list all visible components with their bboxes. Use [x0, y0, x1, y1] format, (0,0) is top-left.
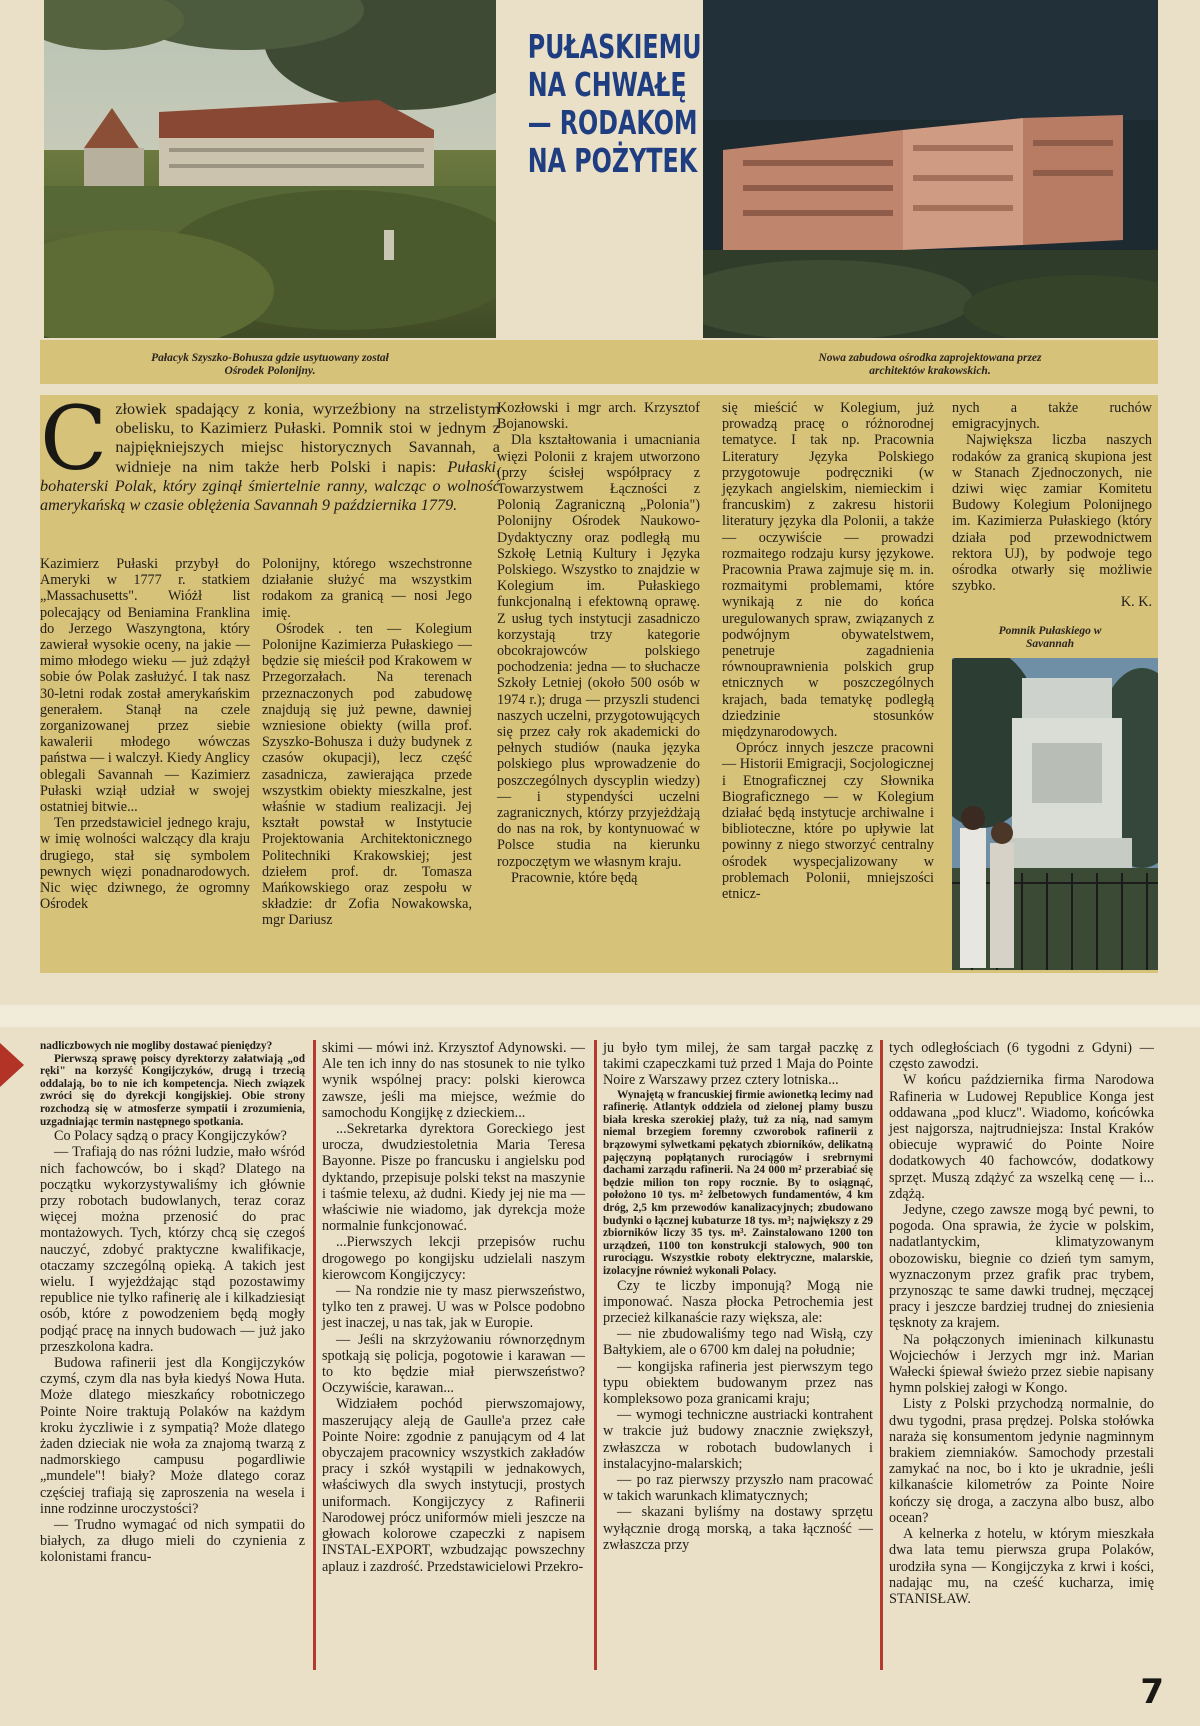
paragraph: ...Pierwszych lekcji przepisów ruchu drogowego po kongijsku udzielali naszym kierowcom Kongijczycy: — [322, 1234, 585, 1283]
palace-photo — [44, 0, 496, 338]
paragraph: Ośrodek . ten — Kolegium Polonijne Kazimierza Pułaskiego — będzie się mieścił pod Krakowem w Przegorzałach. Na terenach przeznaczonych pod zabudowę znajdują się już pewne, dawniej wzniesione obiekty (willa prof. Szyszko-Bohusza i duży budynek z czasów okupacji), lecz część zasadnicza, zawierająca przede wszystkim obiekty mieszkalne, jest właśnie w stadium realizacji. Jej kształt powstał w Instytucie Projektowania Architektonicznego Politechniki Krakowskiej; jest dziełem prof. dr. Tomasza Mańkowskiego oraz zespołu w składzie: dr Zofia Nowakowska, mgr Dariusz — [262, 620, 472, 929]
paragraph: Kazimierz Pułaski przybył do Ameryki w 1777 r. statkiem „Massachusetts". Wióżł list polecający od Beniamina Franklina do Jerzego Waszyngtona, który zawierał wysokie oceny, na jakie — mimo młodego wieku — już zdążył sobie ów Polak zasłużyć. I tak nasz 30-letni rodak został amerykańskim generałem. Stanął na czele zorganizowanej przez siebie kawalerii młodego wówczas państwa — i walczył. Kiedy Anglicy oblegali Savannah — Kazimierz Pułaski wziął udział w swojej ostatniej bitwie... — [40, 556, 250, 816]
paragraph: — nie zbudowaliśmy tego nad Wisłą, czy Bałtykiem, ale o 6700 km dalej na południe; — [603, 1326, 873, 1359]
paragraph: Na połączonych imieninach kilkunastu Wojciechów i Jerzych mgr inż. Marian Wałecki śpiewał świeżo przez siebie napisany hymn polskiej załogi w Kongo. — [889, 1331, 1154, 1397]
paragraph-small: nadliczbowych nie mogliby dostawać pieniędzy? — [40, 1040, 273, 1052]
paragraph: Czy te liczby imponują? Mogą nie imponować. Nasza płocka Petrochemia jest przecież kilkanaście razy większa, ale: — [603, 1277, 873, 1326]
paragraph-small: Pierwszą sprawę poiscy dyrektorzy załatwiają „od ręki" na korzyść Kongijczyków, drugą i trzecią oddalają, bo to nie ich kompetencja. Niech związek zwróci się do dyrekcji kongijskiej. Obie strony rozchodzą się w atmosferze sympatii i zrozumienia, uzgadniając termin następnego spotkania. — [40, 1052, 305, 1128]
paragraph: — kongijska rafineria jest pierwszym tego typu obiektem budowanym przez nas kompleksowo poza granicami kraju; — [603, 1358, 873, 1407]
palace-image — [44, 0, 496, 338]
paragraph: Oprócz innych jeszcze pracowni — Historii Emigracji, Socjologicznej i Etnograficznej czy Słownika Biograficznego — w Kolegium działać będą instytucje archiwalne i biblioteczne, które po upływie lat powinny z niego stworzyć centralny ośrodek wyspecjalizowany w problemach Polonii, mniejszości etnicz- — [722, 740, 934, 903]
headline-line-3: — RODAKOM — [527, 103, 698, 142]
bottom-col-1 — [40, 1040, 305, 1566]
paragraph-small: Wynajętą w francuskiej firmie awionetką lecimy nad rafinerię. Atlantyk oddziela od zielonej plamy buszu biała kreska szerokiej plaży, tuż za nią, nad samym niemal brzegiem foremny czworobok rafinerii z brązowymi sylwetkami pękatych zbiorników, delikatną pajęczyną popłątanych rurociągów i srebrnymi dachami zarządu rafinerii. Na 24 000 m² przerabiać się będzie milion ton ropy rocznie. By to osiągnąć, położono 10 tys. m² żelbetowych fundamentów, 4 km dróg, 2,5 km przewodów kanalizacyjnych; zbudowano budynki o łącznej kubaturze 18 tys. m³; największy z 29 zbiorników liczy 35 tys. m³. Zainstalowano 1200 ton urządzeń, 1100 ton konstrukcji stalowych, 900 ton rurociągu. Wszystkie roboty elektryczne, malarskie, izolacyjne również wykonali Polacy. — [603, 1088, 873, 1277]
paragraph: ...Sekretarka dyrektora Goreckiego jest urocza, dwudziestoletnia Maria Teresa Bayonne. Pisze po francusku i angielsku pod dyktando, przepisuje polski tekst na maszynie i taśmie telexu, aż dudni. Kiedy jej nie ma — właściwie nie wiadomo, jak dyrekcja może normalnie funkcjonować. — [322, 1121, 585, 1235]
headline-line-4: NA POŻYTEK — [527, 141, 698, 180]
bottom-col-2 — [322, 1040, 585, 1575]
paragraph: się mieścić w Kolegium, już prowadzą pracę o różnorodnej tematyce. I tak np. Pracownia Literatury Języka Polskiego przygotowuje podręczniki (w językach angielskim, niemieckim i francuskim) z zakresu historii literatury języka dla Polonii, a także — oczywiście — prowadzi rozmaitego rodzaju kursy językowe. Pracownia Prawa zajmuje się m. in. rozmaitymi problemami, które wynikają z nie do końca uregulowanych spraw, związanych z podwójnym obywatelstwem, penetruje zagadnienia równouprawnienia polskich grup etnicznych w poszczególnych krajach, bada tematykę podległą dziedzinie stosunków międzynarodowych. — [722, 400, 934, 741]
red-column-rule — [880, 1040, 883, 1670]
headline-line-2: NA CHWAŁĘ — [527, 65, 687, 104]
red-column-rule — [594, 1040, 597, 1670]
paragraph: Co Polacy sądzą o pracy Kongijczyków? — [54, 1128, 287, 1145]
paragraph: Listy z Polski przychodzą normalnie, do dwu tygodni, prasa prędzej. Polska stołówka naraża się konsumentom jedynie nagminnym brakiem ziemniaków. Samochody przestali zamykać na noc, bo i kto je ukradnie, jeśli kilkanaście kilometrów za Pointe Noire kończy się droga, a zaczyna albo busz, albo ocean? — [889, 1396, 1154, 1526]
section-separator — [0, 1005, 1200, 1027]
top-col-5 — [952, 400, 1152, 611]
caption-palace: Pałacyk Szyszko-Bohusza gdzie usytuowany został Ośrodek Polonijny. — [151, 352, 389, 377]
article-headline — [527, 27, 702, 180]
author-initials: K. K. — [1120, 594, 1152, 611]
bottom-col-4 — [889, 1040, 1154, 1607]
paragraph: — wymogi techniczne austriacki kontrahent w trakcie już budowy znacznie zwiększył, zwłaszcza w robotach budowlanych i instalacyjno-malarskich; — [603, 1407, 873, 1472]
top-col-1 — [40, 556, 250, 912]
lead-paragraph — [40, 387, 500, 515]
paragraph: tych odległościach (6 tygodni z Gdyni) — często zawodzi. — [889, 1040, 1154, 1073]
continuation-marker-icon — [0, 1043, 24, 1087]
paragraph: Polonijny, którego wszechstronne działanie służyć ma wszystkim rodakom za granicą — nosi Jego imię. — [262, 556, 472, 621]
paragraph: — Na rondzie nie ty masz pierwszeństwo, tylko ten z prawej. U was w Polsce podobno jest inaczej, u nas tak, jak w Europie. — [322, 1283, 585, 1332]
buildings-image — [703, 0, 1158, 338]
paragraph: — Jeśli na skrzyżowaniu równorzędnym spotkają się policja, pogotowie i karawan — to kto będzie miał pierwszeństwo? Oczywiście, karawan... — [322, 1331, 585, 1397]
caption-monument: Pomnik Pułaskiego w Savannah — [998, 625, 1102, 650]
lead-text: złowiek spadający z konia, wyrzeźbiony na strzelistym obelisku, to Kazimierz Pułaski. Pomnik stoi w jednym z najpiękniejszych miejsc historycznych Savannah, a widnieje na nim także herb Polski i napis: — [115, 400, 500, 476]
bottom-col-3 — [603, 1040, 873, 1553]
paragraph: — Trafiają do nas różni ludzie, mało wśród nich fachowców, bo i skąd? Dlatego na początku wykorzystywaliśmy ich głównie przy robotach budowlanych, teraz coraz więcej można przenosić do prac montażowych. Tych, którzy chcą się czegoś nauczyć, zdobyć praktyczne kwalifikacje, otaczamy szczególną opieką. A takich jest wielu. I wyjeżdżając stąd pozostawimy republice nie tylko rafinerię ale i kilkadziesiąt osób, które z powodzeniem będą mogły podjąć pracę na innych budowach — już jako przeszkolona kadra. — [40, 1144, 305, 1355]
paragraph: Kozłowski i mgr arch. Krzysztof Bojanowski. — [497, 400, 700, 433]
paragraph: ju było tym milej, że sam targał paczkę z takimi czapeczkami tuż przed 1 Maja do Pointe Noire z Warszawy przez cztery lotniska... — [603, 1040, 873, 1089]
headline-line-1: PUŁASKIEMU — [527, 27, 702, 66]
paragraph: Największa liczba naszych rodaków za granicą skupiona jest w Stanach Zjednoczonych, nie dziwi więc zamiar Komitetu Budowy Kolegium Polonijnego im. Kazimierza Pułaskiego (który działa pod przewodnictwem rektora UJ), by podwoje tego ośrodka otwarły się możliwie szybko. — [952, 432, 1152, 595]
paragraph: A kelnerka z hotelu, w którym mieszkała dwa lata temu pierwsza grupa Polaków, urodziła syna — Kongijczyka z krwi i kości, nadając mu, na cześć kucharza, imię STANISŁAW. — [889, 1526, 1154, 1607]
paragraph: Ten przedstawiciel jednego kraju, w imię wolności walczący dla kraju drugiego, stał się symbolem pewnych więzi ponadnarodowych. Nic więc dziwnego, że ogromny Ośrodek — [40, 815, 250, 913]
red-column-rule — [313, 1040, 316, 1670]
top-col-4 — [722, 400, 934, 902]
monument-image — [952, 658, 1158, 970]
dropcap: C — [40, 387, 108, 490]
lead-inscription: Pułaski, bohaterski Polak, który zginął śmiertelnie ranny, walcząc o wolność amerykańską w czasie oblężenia Savannah 9 października 1779. — [40, 457, 500, 515]
page-number: 7 — [1140, 1672, 1164, 1712]
paragraph: W końcu października firma Narodowa Rafineria w Ludowej Republice Konga jest oddawana „pod klucz". Wiadomo, końcówka jest najgorsza, najtrudniejsza: Instal Kraków obiecuje wyprawić do Pointe Noire dodatkowych 40 fachowców, dodatkowy sprzęt. Muszą zdążyć za wszelką cenę — i... zdążą. — [889, 1072, 1154, 1202]
paragraph: — skazani byliśmy na dostawy sprzętu wyłącznie drogą morską, a taka łączność — zwłaszcza przy — [603, 1504, 873, 1553]
paragraph: Widziałem pochód pierwszomajowy, maszerujący aleją de Gaulle'a przez całe Pointe Noire: zgodnie z panującym od 4 lat obyczajem pracownicy wszystkich zakładów pracy i szkół wystąpili w jednakowych, właściwych dla swych instytucji, prostych uniformach. Kongijczycy z Rafinerii Narodowej prócz uniformów mieli jeszcze na głowach kolorowe czapeczki z napisem INSTAL-EXPORT, wzbudzając powszechny aplauz i zazdrość. Przedstawicielowi Przekro- — [322, 1396, 585, 1575]
paragraph: Pracownie, które będą — [511, 869, 638, 886]
paragraph: Budowa rafinerii jest dla Kongijczyków czymś, czym dla nas była kiedyś Nowa Huta. Może dlatego mieszkańcy robotniczego Pointe Noire traktują Polaków na każdym kroku życzliwie i z sympatią? Może dlatego żaden dzieciak nie woła za znajomą twarzą z nadmorskiego campusu pogardliwie „mundele"! biały? Może dlatego coraz częściej trafiają się zaproszenia na wesela i inne rodzinne uroczystości? — [40, 1355, 305, 1517]
top-col-2 — [262, 556, 472, 929]
paragraph: skimi — mówi inż. Krzysztof Adynowski. — Ale ten ich inny do nas stosunek to nie tylko wynik wspólnej pracy: polski kierowca zawsze, jeśli ma miejsce, weźmie do samochodu Kongijkę z dzieckiem... — [322, 1040, 585, 1121]
paragraph: Dla kształtowania i umacniania więzi Polonii z krajem utworzono (przy ścisłej współpracy z Towarzystwem Łączności z Polonią Zagraniczną „Polonia") Polonijny Ośrodek Naukowo-Dydaktyczny oraz podległą mu Szkołę Letnią Kultury i Języka Polskiego. Wszystko to znajdzie w Kolegium im. Pułaskiego funkcjonalną i efektowną oprawę. Z usług tych instytucji zasadniczo korzystają trzy kategorie obcokrajowców polskiego pochodzenia: jedna — to słuchacze Szkoły Letniej (około 500 osób w 1974 r.); druga — przyszli studenci naszych uczelni, przygotowujących się przez cały rok akademicki do pełnych studiów (nauka języka polskiego plus wprowadzenie do poszczególnych dyscyplin wiedzy) — i stypendyści uczelni zagranicznych, którzy przyjeżdżają do nas na rok, by kontynuować w Polsce studia na kierunku rozpoczętym we własnym kraju. — [497, 432, 700, 870]
paragraph: nych a także ruchów emigracyjnych. — [952, 400, 1152, 433]
caption-buildings: Nowa zabudowa ośrodka zaprojektowana przez architektów krakowskich. — [818, 352, 1042, 377]
paragraph: — po raz pierwszy przyszło nam pracować w takich warunkach klimatycznych; — [603, 1471, 873, 1505]
monument-photo — [952, 658, 1158, 970]
buildings-photo — [703, 0, 1158, 338]
top-col-3 — [497, 400, 700, 886]
paragraph: — Trudno wymagać od nich sympatii do białych, za długo mieli do czynienia z kolonistami francu- — [40, 1517, 305, 1566]
paragraph: Jedyne, czego zawsze mogą być pewni, to pogoda. Ona sprawia, że życie w polskim, nadatlantyckim, klimatyzowanym obozowisku, biegnie co dzień tym samym, wyznaczonym przez grafik prac trybem, przynosząc te same dawki trudnej, męczącej pracy i jeszcze bardziej trudnej do zniesienia tęsknoty za krajem. — [889, 1202, 1154, 1332]
